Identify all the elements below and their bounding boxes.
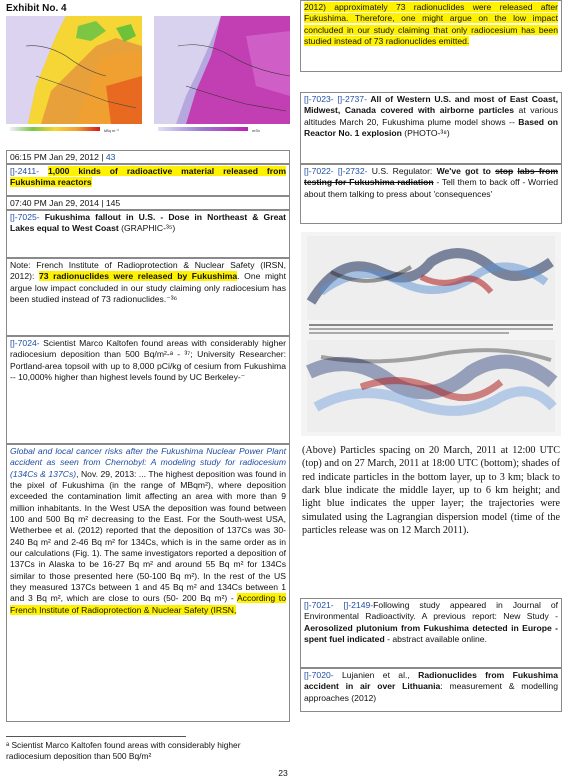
struck-phrase: labs from testing for Fukushima radiation [304, 166, 559, 188]
entry-ref-link[interactable]: []-2411- [10, 166, 39, 176]
entry-7020 [300, 668, 562, 712]
entry-7024 [6, 336, 290, 444]
timestamp-count-link[interactable]: 43 [105, 152, 116, 162]
timestamp-2014: 07:40 PM Jan 29, 2014 | 145 [6, 196, 290, 210]
entry-tail: - Tell them to back off - Worried about them talking to press about 'consequences' [304, 177, 558, 199]
study-title-link[interactable]: Global and local cancer risks after the Fukushima Nuclear Power Plant accident as seen from Chernobyl: A modeling study for radiocesium (134Cs & 137Cs) [10, 446, 286, 479]
note-highlight: 73 radionuclides were released by Fukushima [38, 271, 238, 282]
irsn-continuation [300, 0, 562, 72]
footnote: ᵃ Scientist Marco Kaltofen found areas with considerably higher radiocesium deposition than 500 Bq/m² [6, 740, 241, 762]
entry-text: Following study appeared in Journal of Environmental Radioactivity. A previous report: New Study - [304, 600, 559, 622]
entry-text: at various altitudes March 20, Fukushima plume model shows -- [304, 105, 558, 127]
struck-word: stop [495, 166, 514, 176]
entry-title: All of Western U.S. and most of East Coast, Midwest, Canada covered with airborne particles [304, 94, 558, 116]
exhibit-title: Exhibit No. 4 [6, 3, 67, 14]
note-tail: . One might argue low impact concluded in our study claiming only radiocesium has been studied instead of 73 radionuclides.⁻³⁶ [10, 271, 286, 305]
entry-title: Fukushima fallout in U.S. - Dose in Northeast & Great Lakes equal to West Coast [10, 212, 286, 234]
continuation-text: 2012) approximately 73 radionuclides were released after Fukushima. Therefore, one might argue on the low impact concluded in our study claiming that only radiocesium has been studied instead of 73 radionuclides emitted. [304, 2, 558, 47]
entry-7025 [6, 210, 290, 258]
entry-emphasis: We've got to [436, 166, 496, 176]
footnote-rule [6, 736, 186, 737]
cancer-risk-study [6, 444, 290, 722]
entry-7023 [300, 92, 562, 164]
entry-text: U.S. Regulator: [367, 166, 437, 176]
entry-text: Scientist Marco Kaltofen found areas with considerably higher radiocesium deposition than 500 Bq/m²-ᵃ - ³⁷; University Researcher: Portland-area topsoil with up to 8,000 pCi/kg of cesium from Fukushima -- 10,000% higher than highest levels found by UC Berkeley-⁻ [10, 338, 286, 383]
page-number: 23 [278, 768, 288, 778]
entry-tail: : measurement & modelling approaches (2012) [304, 681, 558, 703]
note-text: Note: French Institute of Radioprotection & Nuclear Safety (IRSN, 2012): [10, 260, 286, 282]
entry-ref-link[interactable]: []-7024- [10, 338, 40, 348]
deposition-maps [6, 16, 290, 136]
entry-ref-link[interactable]: []-7023- []-2737- [304, 94, 367, 104]
study-highlight: According to French Institute of Radioprotection & Nuclear Safety (IRSN, [10, 593, 286, 615]
entry-tail: - abstract available online. [384, 634, 487, 645]
entry-ref-link[interactable]: []-7020- [304, 670, 334, 680]
irsn-note [6, 258, 290, 336]
particle-trajectory-figure [301, 232, 561, 436]
entry-ref-link[interactable]: []-7025- [10, 212, 40, 222]
entry-text: Lujanien et al., [333, 670, 419, 680]
entry-ref-link[interactable]: []-7021- []-2149- [304, 600, 374, 610]
entry-7021 [300, 598, 562, 668]
entry-tail: (PHOTO-³⁸) [401, 128, 450, 139]
entry-ref-link[interactable]: []-7022- []-2732- [304, 166, 368, 176]
entry-emphasis: Aerosolized plutonium from Fukushima detected in Europe - spent fuel indicated [304, 622, 558, 645]
left-scale-unit: kBq m⁻² [104, 128, 119, 133]
timestamp-2012: 06:15 PM Jan 29, 2012 | 43 [6, 150, 290, 164]
entry-tail: (GRAPHIC-³⁵) [121, 223, 176, 234]
entry-2411 [6, 164, 290, 196]
entry-title: 1,000 kinds of radioactive material released from Fukushima reactors [10, 166, 287, 188]
right-scale-unit: mSv [252, 128, 260, 133]
entry-emphasis: Radionuclides from Fukushima accident in air over Lithuania [304, 670, 558, 692]
entry-emphasis: Based on Reactor No. 1 explosion [304, 116, 558, 139]
entry-7022 [300, 164, 562, 224]
figure-caption: (Above) Particles spacing on 20 March, 2011 at 12:00 UTC (top) and on 27 March, 2011 at 18:00 UTC (bottom); shades of red indicate particles in the bottom layer, up to 3 km; black to dark blue indicate the middle layer, up to 6 km height; and light blue indicates the upper layer; the trajectories were simulated using the Lagrangian dispersion model (time of the particles release was on 12 March 2011). [302, 445, 560, 537]
study-body: , Nov. 29, 2013: ... The highest deposition was found in the pixel of Fukushima (in the range of MBqm²), where deposition exceeded the contamination limit affecting an area with more than 9 million inhabitants. In the West USA the deposition was found between 100 and 500 Bq m² decreasing to the East. For the South-west USA, Wetherbee et al. (2012) reported that the deposition of 137Cs was 30-240 Bq m² and 2-46 Bq m² for 134Cs, which is in the same order as in our calculations (Fig. 1). The same investigators reported a deposition of 137Cs in Alaska to be 16-27 Bq m² and around 55 Bq m² for 134Cs similar to those presented here (50-100 Bq m²). In the rest of the US they measured 137Cs between 1 and 45 Bq m² and 134Cs between 1 and 3 Bq m², which are close to ours (50- 200 Bq m²) - [10, 468, 286, 604]
